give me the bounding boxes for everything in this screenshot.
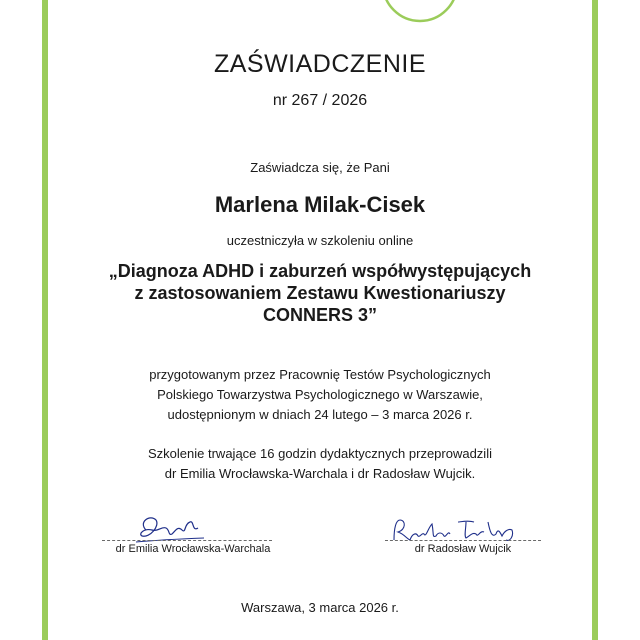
participation-text: uczestniczyła w szkoleniu online	[226, 233, 414, 248]
signature-line	[102, 540, 272, 541]
intro-text: Zaświadcza się, że Pani	[250, 160, 390, 175]
course-title	[48, 260, 592, 326]
signature-icon	[128, 508, 208, 548]
recipient-name: Marlena Milak-Cisek	[214, 192, 426, 217]
prepared-line: udostępnionym w dniach 24 lutego – 3 marca 2026 r.	[167, 407, 473, 422]
training-text	[48, 444, 592, 484]
prepared-line: przygotowanym przez Pracownię Testów Psychologicznych	[149, 367, 491, 382]
certificate-content	[48, 0, 592, 640]
course-title-line: „Diagnoza ADHD i zaburzeń współwystępujących	[108, 261, 532, 281]
training-line: Szkolenie trwające 16 godzin dydaktycznych przeprowadzili	[148, 446, 492, 461]
signatory-name: dr Emilia Wrocławska-Warchala	[115, 543, 271, 555]
right-border	[592, 0, 598, 640]
signature-line	[385, 540, 541, 541]
place-and-date: Warszawa, 3 marca 2026 r.	[241, 600, 399, 615]
prepared-line: Polskiego Towarzystwa Psychologicznego w Warszawie,	[157, 387, 483, 402]
training-line: dr Emilia Wrocławska-Warchala i dr Radosław Wujcik.	[164, 466, 476, 481]
certificate-title: ZAŚWIADCZENIE	[213, 50, 427, 78]
course-title-line: CONNERS 3”	[262, 305, 378, 325]
course-title-line: z zastosowaniem Zestawu Kwestionariuszy	[134, 283, 506, 303]
certificate-number: nr 267 / 2026	[272, 92, 368, 109]
signatory-name: dr Radosław Wujcik	[414, 543, 512, 555]
prepared-by-text	[48, 365, 592, 425]
